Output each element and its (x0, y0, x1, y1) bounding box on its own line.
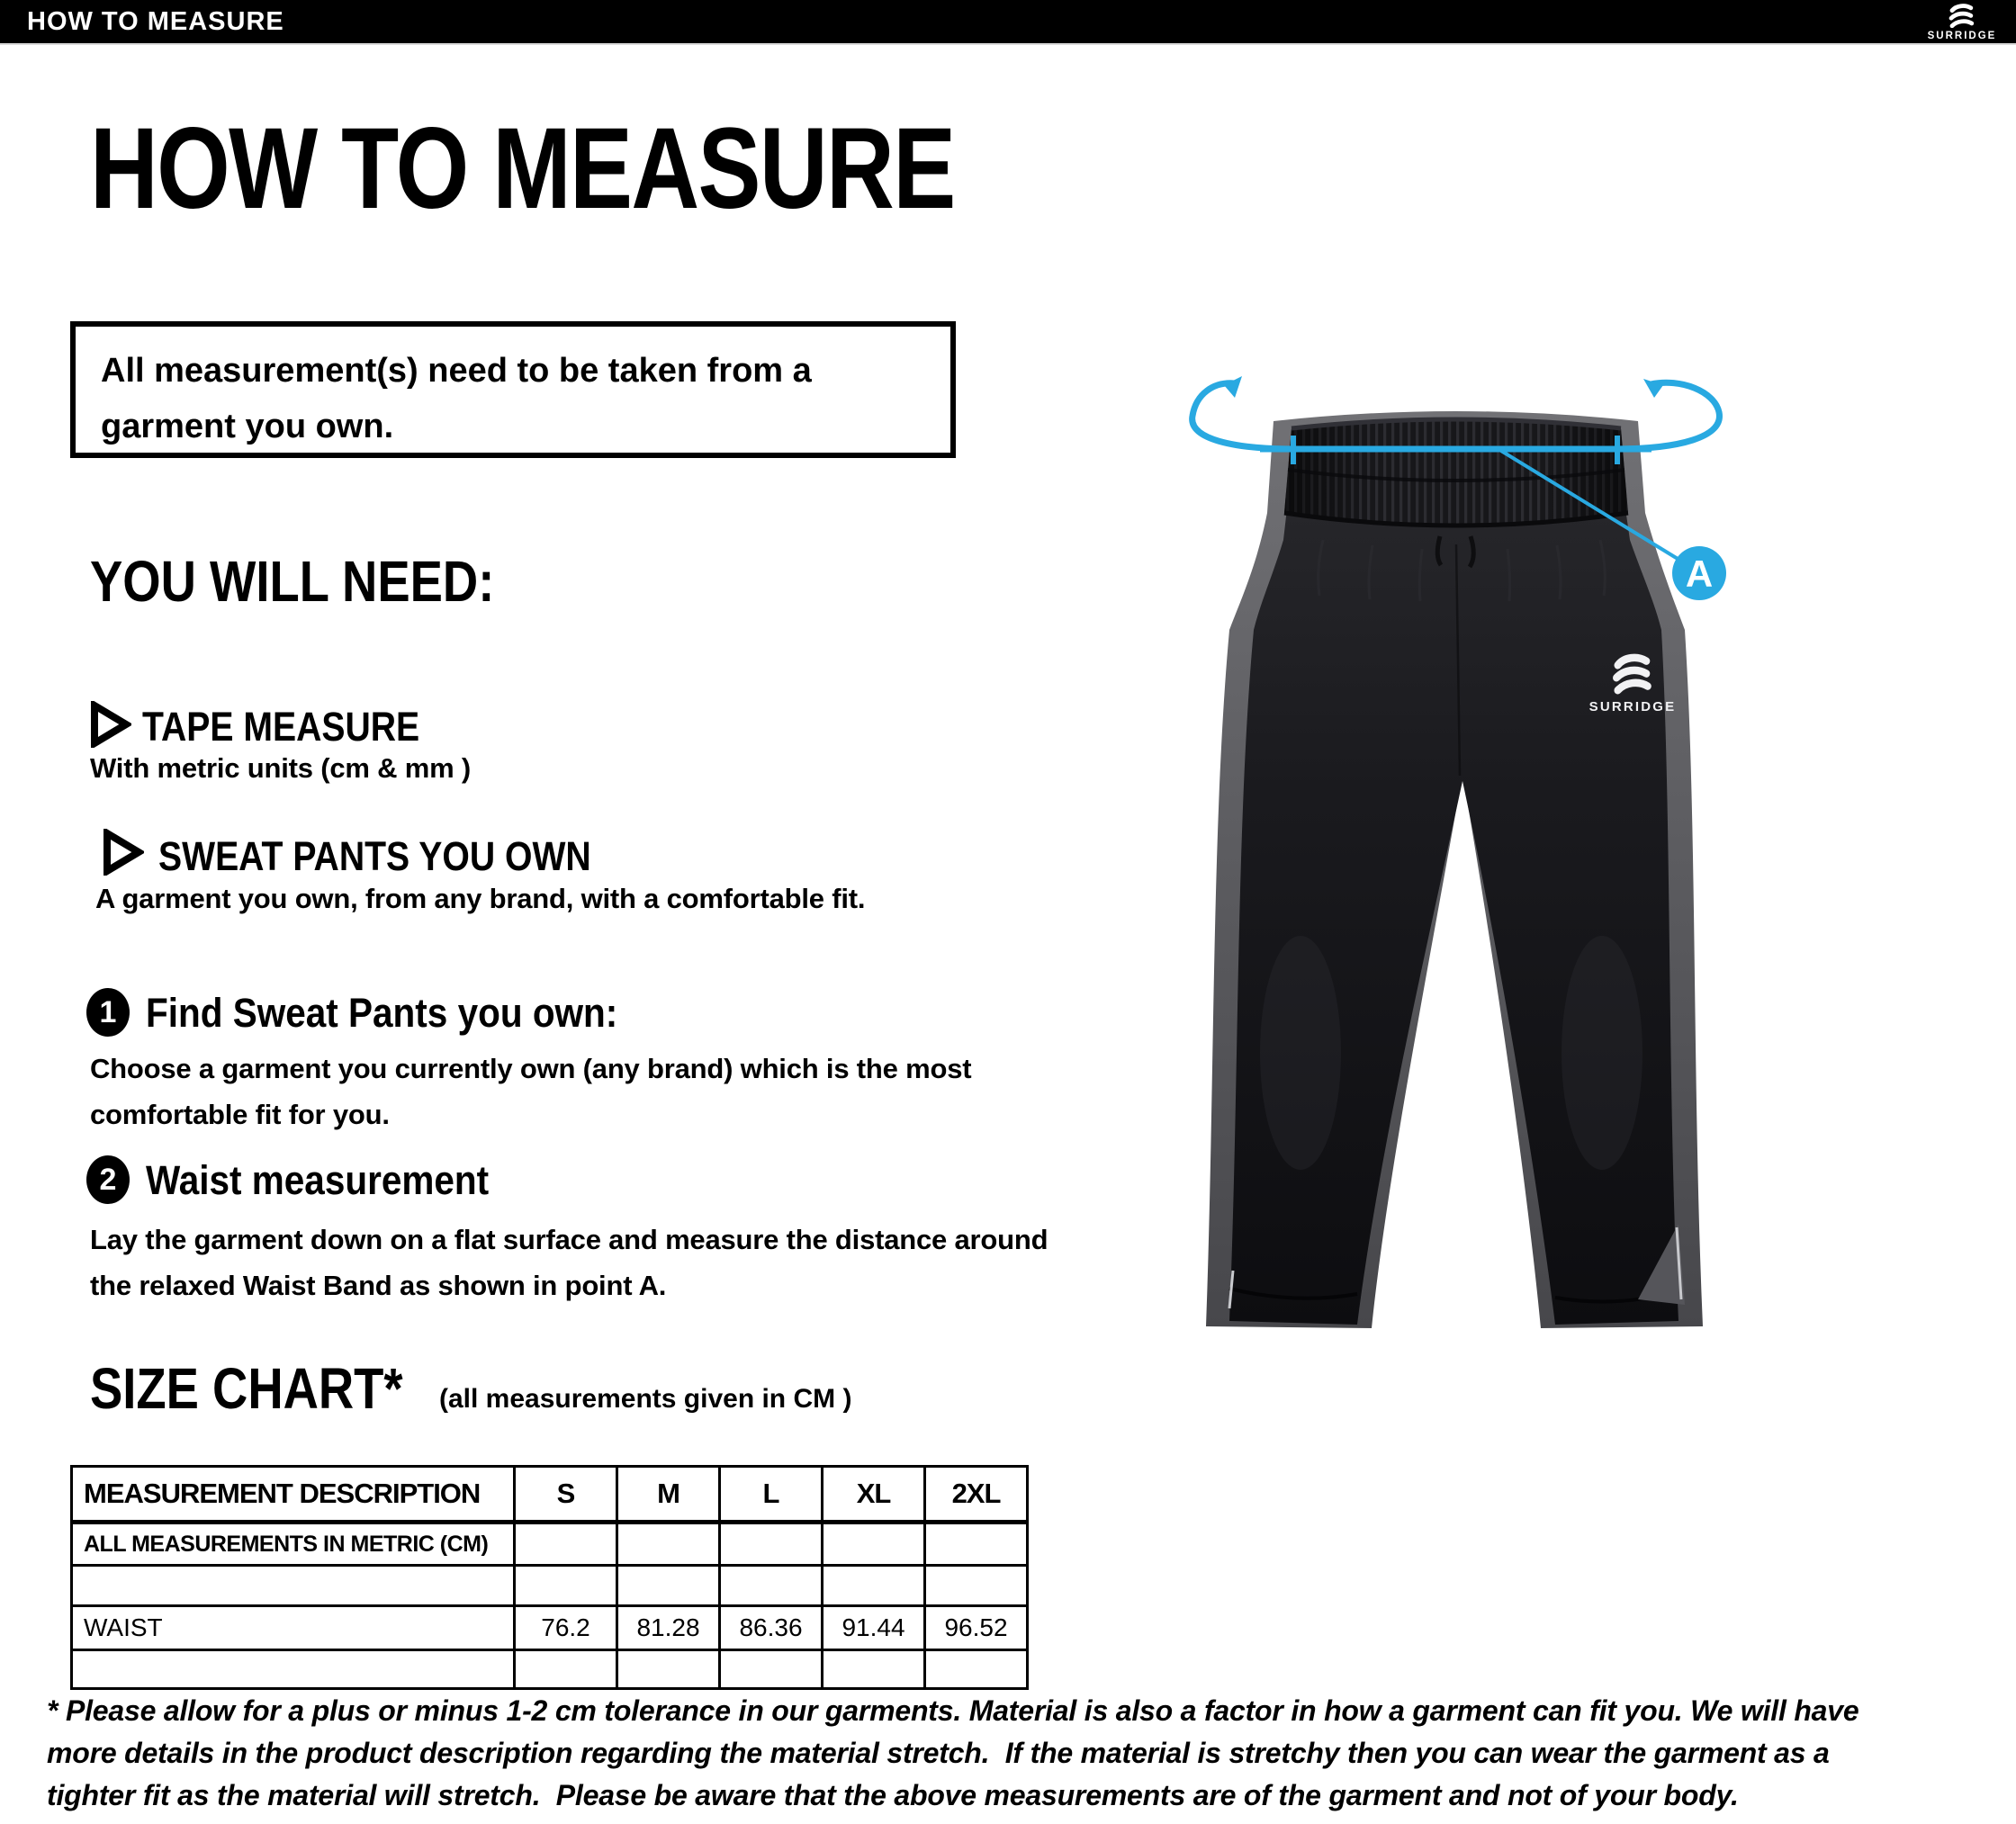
note-box (70, 321, 956, 458)
surridge-logo-text: SURRIDGE (1927, 31, 1997, 41)
step-1-badge: 1 (86, 988, 130, 1037)
play-triangle-icon (90, 701, 131, 748)
col-size-xl: XL (823, 1467, 925, 1523)
step-2-description: Lay the garment down on a flat surface and measure the distance around the relaxed Waist Band as shown in point A. (90, 1224, 1048, 1301)
col-size-2xl: 2XL (925, 1467, 1028, 1523)
you-will-need-heading: YOU WILL NEED: (90, 549, 495, 614)
size-chart-table (70, 1465, 1029, 1690)
step-1-description: Choose a garment you currently own (any brand) which is the most comfortable fit for you. (90, 1053, 972, 1130)
step-2-title: Waist measurement (146, 1157, 490, 1203)
table-row-empty (72, 1650, 1028, 1689)
table-row-empty (72, 1566, 1028, 1606)
need-item-tape-measure-desc: With metric units (cm & mm ) (90, 752, 471, 784)
pants-body (1229, 508, 1685, 1325)
col-size-l: L (720, 1467, 823, 1523)
top-bar-title: HOW TO MEASURE (27, 7, 284, 36)
table-row-waist: WAIST 76.2 81.28 86.36 91.44 96.52 (72, 1606, 1028, 1650)
need-item-sweat-pants: SWEAT PANTS YOU OWN (158, 833, 591, 879)
sweat-pants-diagram (1152, 360, 1782, 1350)
point-a-label: A (1685, 553, 1714, 595)
play-triangle-icon (103, 829, 144, 876)
note-box-line-2: garment you own. (101, 408, 394, 445)
tolerance-footnote: * Please allow for a plus or minus 1-2 cm tolerance in our garments. Material is also a factor in how a garment can fit you. We will have more details in the product description regarding the material stretch. If the material is stretchy then you can wear the garment as a tighter fit as the material will stretch. Please be aware that the above measurements are of the garment and not of your body. (47, 1694, 1859, 1811)
step-2-badge: 2 (86, 1155, 130, 1204)
col-measurement-description: MEASUREMENT DESCRIPTION (72, 1467, 515, 1523)
col-size-s: S (515, 1467, 617, 1523)
table-row-metric-note: ALL MEASUREMENTS IN METRIC (CM) (72, 1523, 1028, 1566)
point-a-marker (1672, 546, 1726, 600)
step-1-title: Find Sweat Pants you own: (146, 990, 618, 1036)
size-chart-heading: SIZE CHART* (90, 1356, 403, 1421)
need-item-sweat-pants-desc: A garment you own, from any brand, with a comfortable fit. (95, 883, 866, 914)
need-item-tape-measure: TAPE MEASURE (142, 704, 420, 750)
size-chart-header-row (72, 1467, 1028, 1523)
arrowhead-left (1224, 376, 1242, 398)
top-bar (0, 0, 2016, 45)
page-title: HOW TO MEASURE (90, 104, 955, 233)
size-chart-note: (all measurements given in CM ) (439, 1384, 852, 1414)
surridge-thigh-logo-text: SURRIDGE (1588, 699, 1677, 714)
note-box-line-1: All measurement(s) need to be taken from a (101, 352, 812, 390)
surridge-logo-icon (1917, 1, 2007, 42)
col-size-m: M (617, 1467, 720, 1523)
